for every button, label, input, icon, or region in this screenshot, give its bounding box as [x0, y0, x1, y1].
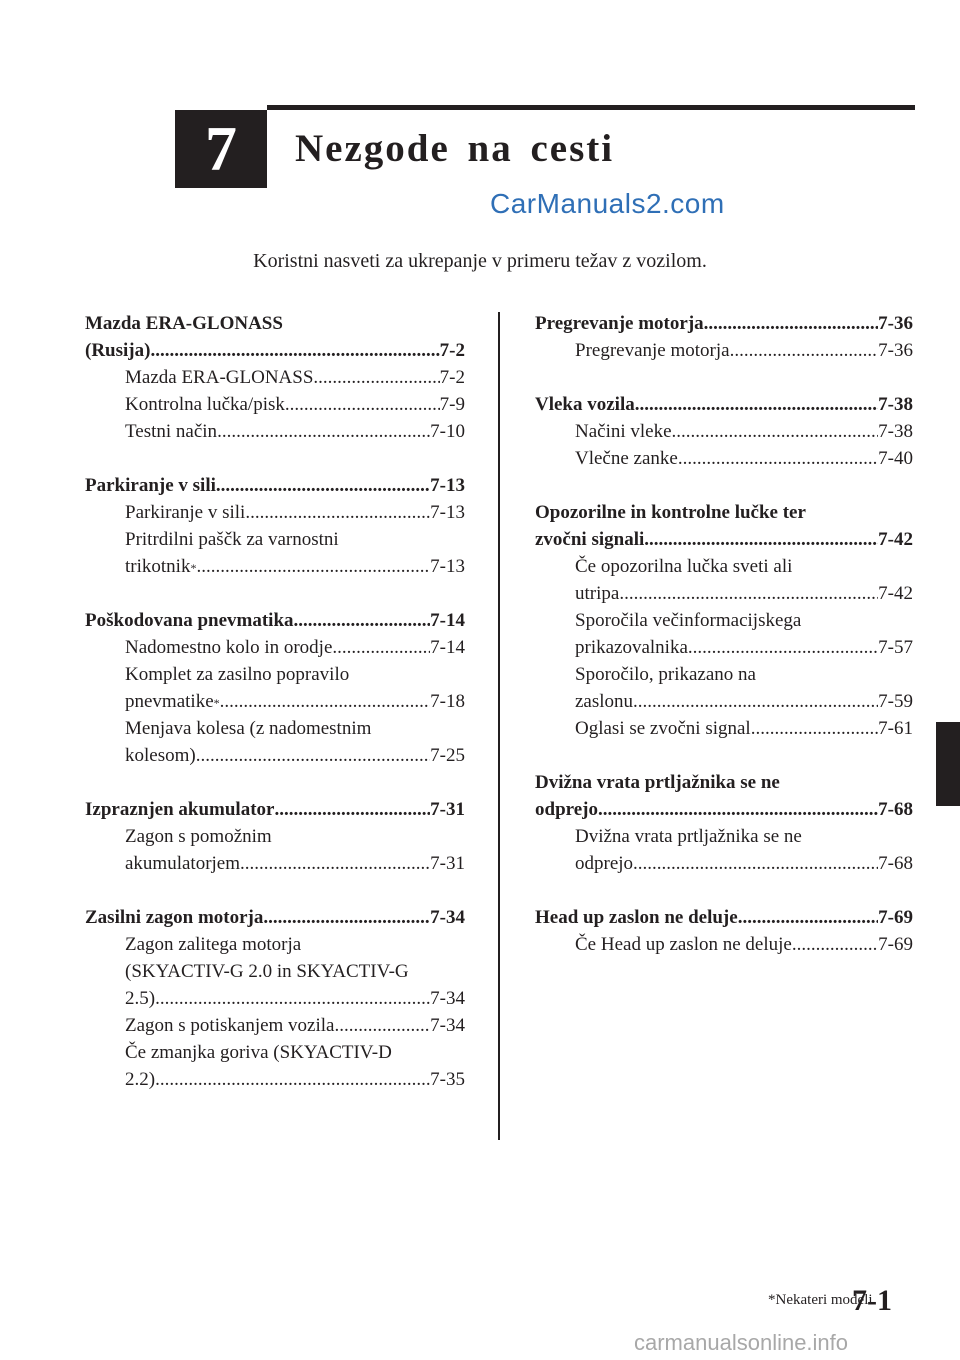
dot-leader	[633, 688, 878, 715]
toc-page-ref: 7-35	[430, 1069, 465, 1090]
dot-leader	[216, 472, 430, 499]
toc-section	[535, 391, 913, 472]
toc-section	[85, 796, 465, 877]
toc-entry-continuation	[85, 661, 465, 688]
toc-subentry[interactable]	[85, 364, 465, 391]
dot-leader	[240, 850, 430, 877]
dot-leader	[196, 742, 430, 769]
toc-page-ref: 7-34	[430, 907, 465, 928]
toc-subentry[interactable]	[535, 580, 913, 607]
toc-page-ref: 7-59	[878, 691, 913, 712]
toc-entry-text: Mazda ERA-GLONASS	[85, 313, 283, 334]
toc-entry-text: Dvižna vrata prtljažnika se ne	[575, 826, 802, 847]
toc-entry-continuation	[535, 499, 913, 526]
dot-leader	[334, 1012, 430, 1039]
toc-entry-text: Sporočila večinformacijskega	[575, 610, 802, 631]
toc-entry-text: Pritrdilni paščk za varnostni	[125, 529, 339, 550]
toc-entry-continuation	[535, 661, 913, 688]
toc-entry-continuation	[85, 931, 465, 958]
dot-leader	[730, 337, 879, 364]
toc-entry-text: Head up zaslon ne deluje	[535, 907, 738, 928]
dot-leader	[274, 796, 430, 823]
toc-page-ref: 7-13	[430, 502, 465, 523]
chapter-title: Nezgode na cesti	[295, 127, 615, 170]
toc-subentry[interactable]	[85, 391, 465, 418]
toc-subentry[interactable]	[85, 1012, 465, 1039]
toc-section-entry[interactable]	[85, 337, 465, 364]
toc-subentry[interactable]	[535, 634, 913, 661]
toc-page-ref: 7-36	[878, 313, 913, 334]
dot-leader	[155, 985, 430, 1012]
toc-subentry[interactable]	[535, 931, 913, 958]
toc-entry-text: Mazda ERA-GLONASS	[125, 367, 314, 388]
toc-page-ref: 7-9	[439, 394, 465, 415]
toc-page-ref: 7-2	[439, 340, 465, 361]
toc-entry-text: zvočni signali	[535, 529, 645, 550]
toc-page-ref: 7-25	[430, 745, 465, 766]
toc-entry-continuation	[535, 823, 913, 850]
watermark-logo: CarManuals2.com	[490, 188, 725, 219]
toc-page-ref: 7-14	[430, 610, 465, 631]
toc-section-entry[interactable]	[535, 391, 913, 418]
toc-section	[535, 904, 913, 958]
toc-page-ref: 7-42	[878, 529, 913, 550]
toc-section	[535, 769, 913, 877]
toc-entry-text: Komplet za zasilno popravilo	[125, 664, 350, 685]
toc-entry-text: Kontrolna lučka/pisk	[125, 394, 285, 415]
toc-page-ref: 7-13	[430, 556, 465, 577]
toc-entry-continuation	[85, 526, 465, 553]
toc-page-ref: 7-40	[878, 448, 913, 469]
toc-section-entry[interactable]	[535, 796, 913, 823]
toc-entry-continuation	[85, 310, 465, 337]
toc-entry-text: (Rusija)	[85, 340, 151, 361]
toc-entry-text: Oglasi se zvočni signal	[575, 718, 751, 739]
toc-section-entry[interactable]	[535, 310, 913, 337]
dot-leader	[598, 796, 878, 823]
column-divider	[498, 312, 500, 1140]
header-rule	[267, 105, 915, 110]
toc-entry-continuation	[85, 958, 465, 985]
chapter-number-badge: 7	[175, 110, 267, 188]
toc-subentry[interactable]	[535, 715, 913, 742]
dot-leader	[688, 634, 878, 661]
toc-entry-text: Načini vleke	[575, 421, 672, 442]
toc-column-left	[85, 310, 465, 1120]
toc-subentry[interactable]	[535, 850, 913, 877]
toc-page-ref: 7-68	[878, 853, 913, 874]
toc-entry-text: Opozorilne in kontrolne lučke ter	[535, 502, 806, 523]
toc-page-ref: 7-38	[878, 421, 913, 442]
toc-section-entry[interactable]	[85, 607, 465, 634]
dot-leader	[704, 310, 879, 337]
dot-leader	[792, 931, 878, 958]
toc-entry-text: kolesom)	[125, 745, 196, 766]
toc-subentry[interactable]	[535, 418, 913, 445]
toc-entry-text: 2.2)	[125, 1069, 156, 1090]
footer-watermark: carmanualsonline.info	[634, 1330, 849, 1355]
toc-entry-text: odprejo	[575, 853, 634, 874]
toc-entry-text: 2.5)	[125, 988, 156, 1009]
toc-page-ref: 7-31	[430, 853, 465, 874]
toc-section	[85, 310, 465, 445]
toc-entry-continuation	[535, 553, 913, 580]
toc-entry-text: Dvižna vrata prtljažnika se ne	[535, 772, 780, 793]
toc-section-entry[interactable]	[535, 904, 913, 931]
toc-section-entry[interactable]	[85, 472, 465, 499]
dot-leader	[150, 337, 439, 364]
dot-leader	[635, 391, 878, 418]
toc-entry-text: prikazovalnika	[575, 637, 688, 658]
dot-leader	[678, 445, 878, 472]
toc-entry-text: (SKYACTIV-G 2.0 in SKYACTIV-G	[125, 961, 409, 982]
toc-entry-continuation	[535, 607, 913, 634]
toc-column-right	[535, 310, 913, 985]
toc-subentry[interactable]	[85, 742, 465, 769]
toc-subentry[interactable]	[85, 499, 465, 526]
toc-page-ref: 7-57	[878, 637, 913, 658]
toc-section	[85, 607, 465, 769]
dot-leader	[285, 391, 440, 418]
toc-entry-text: Sporočilo, prikazano na	[575, 664, 756, 685]
toc-subentry[interactable]	[535, 445, 913, 472]
toc-page-ref: 7-31	[430, 799, 465, 820]
toc-subentry[interactable]: pnevmatike * ..... 7-18	[85, 688, 465, 715]
toc-entry-text: Poškodovana pnevmatika	[85, 610, 294, 631]
toc-page-ref: 7-36	[878, 340, 913, 361]
page-number: 7-1	[852, 1284, 892, 1317]
toc-page-ref: 7-18	[430, 691, 465, 712]
toc-entry-text: Pregrevanje motorja	[575, 340, 730, 361]
toc-entry-text: Zasilni zagon motorja	[85, 907, 264, 928]
toc-section	[535, 499, 913, 742]
dot-leader	[245, 499, 430, 526]
dot-leader	[155, 1066, 430, 1093]
toc-section	[85, 904, 465, 1093]
toc-page-ref: 7-34	[430, 1015, 465, 1036]
chapter-intro: Koristni nasveti za ukrepanje v primeru težav z vozilom.	[253, 250, 707, 272]
toc-entry-text: Parkiranje v sili	[125, 502, 246, 523]
toc-section	[535, 310, 913, 364]
toc-entry-text: Menjava kolesa (z nadomestnim	[125, 718, 372, 739]
toc-subentry[interactable]	[85, 985, 465, 1012]
dot-leader	[738, 904, 878, 931]
toc-subentry[interactable]	[85, 1066, 465, 1093]
toc-page-ref: 7-69	[878, 907, 913, 928]
toc-entry-text: Če opozorilna lučka sveti ali	[575, 556, 793, 577]
toc-subentry[interactable]: trikotnik * ..... 7-13	[85, 553, 465, 580]
toc-entry-continuation	[535, 769, 913, 796]
dot-leader	[313, 364, 439, 391]
toc-entry-text: trikotnik	[125, 556, 191, 577]
dot-leader	[672, 418, 879, 445]
dot-leader	[332, 634, 430, 661]
footnote: *Nekateri modeli.	[768, 1292, 877, 1308]
toc-page-ref: 7-68	[878, 799, 913, 820]
toc-entry-text: akumulatorjem	[125, 853, 241, 874]
dot-leader	[217, 418, 430, 445]
toc-entry-text: Zagon s pomožnim	[125, 826, 272, 847]
toc-page-ref: 7-2	[439, 367, 465, 388]
dot-leader	[294, 607, 431, 634]
toc-subentry[interactable]	[535, 337, 913, 364]
toc-entry-text: Vlečne zanke	[575, 448, 678, 469]
toc-entry-text: Pregrevanje motorja	[535, 313, 704, 334]
toc-page-ref: 7-69	[878, 934, 913, 955]
dot-leader	[751, 715, 878, 742]
toc-entry-text: Vleka vozila	[535, 394, 635, 415]
toc-subentry[interactable]	[535, 688, 913, 715]
toc-subentry[interactable]	[85, 634, 465, 661]
toc-subentry[interactable]	[85, 418, 465, 445]
toc-section-entry[interactable]	[85, 796, 465, 823]
toc-subentry[interactable]	[85, 850, 465, 877]
dot-leader	[644, 526, 878, 553]
toc-entry-text: pnevmatike	[125, 691, 214, 712]
toc-entry-text: Parkiranje v sili	[85, 475, 216, 496]
toc-section-entry[interactable]	[535, 526, 913, 553]
dot-leader	[263, 904, 430, 931]
dot-leader	[220, 688, 431, 715]
toc-entry-text: Testni način	[125, 421, 218, 442]
toc-entry-text: Če Head up zaslon ne deluje	[575, 934, 792, 955]
toc-page-ref: 7-13	[430, 475, 465, 496]
toc-entry-text: Nadomestno kolo in orodje	[125, 637, 333, 658]
toc-entry-text: Zagon zalitega motorja	[125, 934, 302, 955]
dot-leader	[196, 553, 430, 580]
toc-entry-text: zaslonu	[575, 691, 634, 712]
toc-entry-continuation	[85, 823, 465, 850]
toc-entry-text: utripa	[575, 583, 620, 604]
toc-section-entry[interactable]	[85, 904, 465, 931]
toc-page-ref: 7-14	[430, 637, 465, 658]
toc-page-ref: 7-10	[430, 421, 465, 442]
toc-entry-text: Zagon s potiskanjem vozila	[125, 1015, 335, 1036]
toc-entry-continuation	[85, 1039, 465, 1066]
toc-page-ref: 7-34	[430, 988, 465, 1009]
toc-entry-text: Če zmanjka goriva (SKYACTIV-D	[125, 1042, 392, 1063]
toc-page-ref: 7-42	[878, 583, 913, 604]
toc-section	[85, 472, 465, 580]
toc-page-ref: 7-38	[878, 394, 913, 415]
toc-entry-continuation	[85, 715, 465, 742]
toc-entry-text: Izpraznjen akumulator	[85, 799, 275, 820]
toc-page-ref: 7-61	[878, 718, 913, 739]
dot-leader	[619, 580, 878, 607]
dot-leader	[633, 850, 878, 877]
chapter-side-tab	[936, 722, 960, 806]
toc-entry-text: odprejo	[535, 799, 598, 820]
